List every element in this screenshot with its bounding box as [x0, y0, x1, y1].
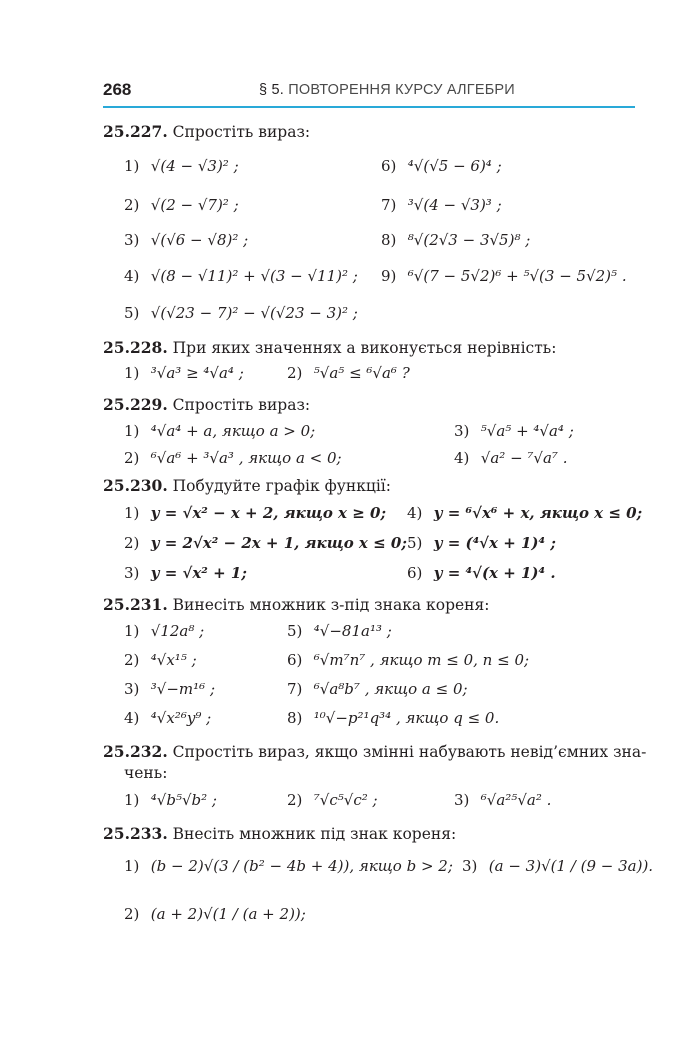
item-expression: ⁶√a⁸b⁷ , якщо a ≤ 0;	[313, 680, 468, 698]
list-item	[287, 789, 378, 811]
item-label: 5)	[287, 622, 303, 640]
item-expression: ⁵√a⁵ ≤ ⁶√a⁶ ?	[313, 364, 410, 382]
item-label: 4)	[124, 709, 140, 727]
task-prompt: Винесіть множник з-під знака кореня:	[172, 596, 490, 614]
item-expression: ⁶√a⁶ + ³√a³ , якщо a < 0;	[150, 449, 342, 467]
item-label: 1)	[124, 791, 140, 809]
item-label: 7)	[287, 680, 303, 698]
page-number: 268	[103, 80, 132, 99]
item-label: 2)	[287, 791, 303, 809]
task-number: 25.231.	[103, 595, 168, 614]
section-title	[259, 82, 515, 98]
item-label: 3)	[124, 564, 140, 582]
task-number: 25.229.	[103, 395, 168, 414]
item-label: 5)	[124, 304, 140, 322]
task-prompt: При яких значеннях a виконується нерівність:	[172, 339, 557, 357]
list-item	[454, 447, 567, 469]
item-expression: √(√6 − √8)² ;	[150, 231, 249, 249]
item-label: 3)	[462, 857, 478, 875]
item-expression: ⁵√a⁵ + ⁴√a⁴ ;	[480, 422, 574, 440]
item-expression: ³√a³ ≥ ⁴√a⁴ ;	[150, 364, 244, 382]
item-expression: (a − 3)√(1 / (9 − 3a)).	[488, 857, 654, 875]
item-label: 4)	[124, 267, 140, 285]
list-item	[381, 265, 627, 287]
list-item	[124, 789, 217, 811]
list-item	[124, 903, 306, 925]
item-label: 2)	[124, 534, 140, 552]
task-25-232	[103, 742, 646, 761]
list-item	[124, 620, 204, 642]
task-25-230	[103, 476, 391, 495]
task-prompt: Побудуйте графік функції:	[172, 477, 391, 495]
task-prompt: Внесіть множник під знак кореня:	[172, 825, 457, 843]
task-number: 25.233.	[103, 824, 168, 843]
item-expression: y = √x² + 1;	[150, 564, 247, 582]
list-item	[287, 620, 392, 642]
item-expression: ⁴√(√5 − 6)⁴ ;	[407, 157, 502, 175]
list-item	[381, 194, 502, 216]
list-item	[124, 678, 215, 700]
list-item	[124, 229, 248, 251]
item-label: 1)	[124, 504, 140, 522]
list-item	[454, 420, 574, 442]
list-item	[124, 447, 342, 469]
item-expression: ¹⁰√−p²¹q³⁴ , якщо q ≤ 0.	[313, 709, 500, 727]
item-label: 1)	[124, 857, 140, 875]
page-header	[103, 80, 635, 104]
item-label: 7)	[381, 196, 397, 214]
item-label: 2)	[124, 196, 140, 214]
item-expression: ⁴√a⁴ + a, якщо a > 0;	[150, 422, 316, 440]
item-expression: (a + 2)√(1 / (a + 2));	[150, 905, 306, 923]
task-number: 25.228.	[103, 338, 168, 357]
item-label: 4)	[407, 504, 423, 522]
item-expression: ⁴√x¹⁵ ;	[150, 651, 197, 669]
section-prefix: § 5.	[259, 82, 284, 98]
item-expression: y = √x² − x + 2, якщо x ≥ 0;	[150, 504, 386, 522]
item-label: 3)	[454, 422, 470, 440]
item-expression: √(√23 − 7)² − √(√23 − 3)² ;	[150, 304, 358, 322]
item-expression: ⁶√a²⁵√a² .	[480, 791, 552, 809]
item-expression: (b − 2)√(3 / (b² − 4b + 4)), якщо b > 2;	[150, 857, 453, 875]
header-rule	[103, 106, 635, 108]
list-item	[287, 678, 468, 700]
item-label: 2)	[124, 905, 140, 923]
list-item	[287, 707, 499, 729]
list-item	[124, 265, 358, 287]
list-item	[124, 649, 197, 671]
item-label: 8)	[287, 709, 303, 727]
item-label: 3)	[124, 231, 140, 249]
list-item	[124, 532, 407, 554]
item-expression: y = ⁴√(x + 1)⁴ .	[433, 564, 556, 582]
item-label: 8)	[381, 231, 397, 249]
list-item	[124, 707, 211, 729]
item-label: 2)	[124, 651, 140, 669]
item-expression: ³√(4 − √3)³ ;	[407, 196, 502, 214]
item-label: 1)	[124, 422, 140, 440]
item-label: 2)	[287, 364, 303, 382]
list-item	[287, 362, 410, 384]
item-expression: ⁶√m⁷n⁷ , якщо m ≤ 0, n ≤ 0;	[313, 651, 530, 669]
item-label: 1)	[124, 157, 140, 175]
task-number: 25.230.	[103, 476, 168, 495]
list-item	[381, 155, 502, 177]
task-25-228	[103, 338, 556, 357]
item-label: 9)	[381, 267, 397, 285]
task-25-231	[103, 595, 490, 614]
list-item	[124, 194, 239, 216]
item-label: 3)	[454, 791, 470, 809]
item-label: 6)	[381, 157, 397, 175]
item-label: 5)	[407, 534, 423, 552]
task-prompt: Спростіть вираз:	[172, 123, 311, 141]
list-item	[454, 789, 551, 811]
task-number: 25.232.	[103, 742, 168, 761]
list-item	[407, 532, 556, 554]
item-expression: √(2 − √7)² ;	[150, 196, 239, 214]
list-item	[124, 855, 453, 877]
list-item	[124, 155, 239, 177]
list-item	[462, 855, 653, 877]
task-prompt: Спростіть вираз:	[172, 396, 311, 414]
item-expression: ³√−m¹⁶ ;	[150, 680, 215, 698]
list-item	[124, 362, 244, 384]
item-label: 1)	[124, 364, 140, 382]
item-expression: √(4 − √3)² ;	[150, 157, 239, 175]
section-title-text: ПОВТОРЕННЯ КУРСУ АЛГЕБРИ	[288, 82, 515, 98]
item-label: 1)	[124, 622, 140, 640]
list-item	[407, 562, 556, 584]
list-item	[124, 420, 315, 442]
item-label: 3)	[124, 680, 140, 698]
item-label: 4)	[454, 449, 470, 467]
item-expression: y = 2√x² − 2x + 1, якщо x ≤ 0;	[150, 534, 407, 552]
task-25-229	[103, 395, 310, 414]
list-item	[124, 562, 247, 584]
task-25-233	[103, 824, 456, 843]
item-label: 6)	[287, 651, 303, 669]
item-expression: √a² − ⁷√a⁷ .	[480, 449, 568, 467]
item-label: 2)	[124, 449, 140, 467]
task-prompt-continuation: чень:	[124, 764, 168, 782]
list-item	[287, 649, 529, 671]
item-expression: ⁴√−81a¹³ ;	[313, 622, 392, 640]
item-expression: ⁶√(7 − 5√2)⁶ + ⁵√(3 − 5√2)⁵ .	[407, 267, 627, 285]
item-expression: √(8 − √11)² + √(3 − √11)² ;	[150, 267, 358, 285]
list-item	[124, 502, 386, 524]
item-expression: √12a⁸ ;	[150, 622, 205, 640]
item-expression: ⁷√c⁵√c² ;	[313, 791, 378, 809]
item-expression: ⁸√(2√3 − 3√5)⁸ ;	[407, 231, 531, 249]
list-item	[381, 229, 530, 251]
item-expression: ⁴√b⁵√b² ;	[150, 791, 217, 809]
list-item	[124, 302, 358, 324]
item-expression: y = (⁴√x + 1)⁴ ;	[433, 534, 556, 552]
item-expression: y = ⁶√x⁶ + x, якщо x ≤ 0;	[433, 504, 643, 522]
item-expression: ⁴√x²⁶y⁹ ;	[150, 709, 212, 727]
list-item	[407, 502, 642, 524]
task-prompt: Спростіть вираз, якщо змінні набувають невід’ємних зна-	[172, 743, 647, 761]
task-25-227	[103, 122, 310, 141]
task-number: 25.227.	[103, 122, 168, 141]
item-label: 6)	[407, 564, 423, 582]
